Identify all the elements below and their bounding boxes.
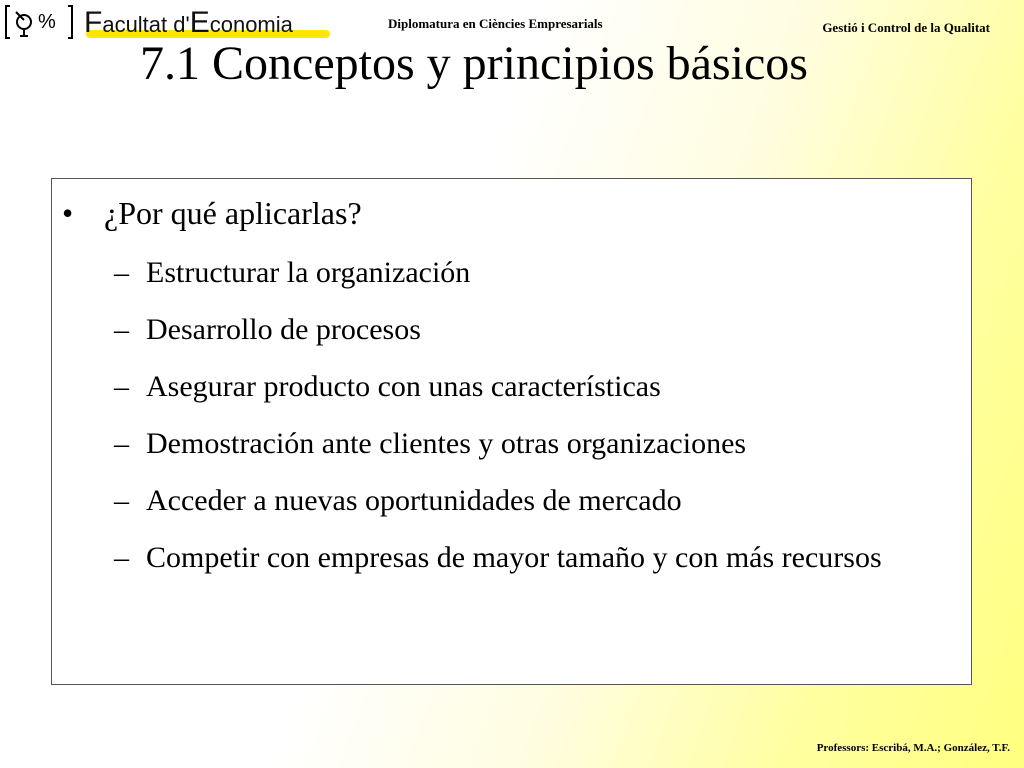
- main-bullet-text: ¿Por qué aplicarlas?: [104, 195, 362, 231]
- list-item: [114, 369, 964, 404]
- dash-marker: –: [114, 313, 129, 346]
- logo-initial-f: F: [84, 6, 103, 39]
- dash-marker: –: [114, 256, 129, 289]
- slide-title: 7.1 Conceptos y principios básicos: [140, 37, 808, 90]
- bullet-marker: •: [62, 195, 74, 231]
- list-item: [114, 483, 964, 518]
- list-item-text: Acceder a nuevas oportunidades de mercado: [146, 484, 682, 517]
- list-item-text: Asegurar producto con unas características: [146, 370, 661, 403]
- logo-symbol-icon: [2, 2, 78, 42]
- list-item: [114, 255, 964, 290]
- list-item-text: Desarrollo de procesos: [146, 313, 421, 346]
- footer-names: Escribá, M.A.; González, T.F.: [871, 742, 1010, 754]
- list-item-text: Demostración ante clientes y otras organizaciones: [146, 427, 747, 460]
- footer-label: Professors:: [816, 742, 870, 754]
- dash-marker: –: [114, 484, 129, 517]
- faculty-name-logo: [84, 6, 293, 39]
- svg-text:%: %: [38, 11, 56, 33]
- program-name: Diplomatura en Ciències Empresarials: [388, 16, 603, 31]
- sub-bullet-list: [114, 255, 964, 597]
- list-item-text: Competir con empresas de mayor tamaño y con más recursos: [146, 541, 882, 574]
- dash-marker: –: [114, 427, 129, 460]
- dash-marker: –: [114, 541, 129, 574]
- list-item-text: Estructurar la organización: [146, 256, 471, 289]
- logo-text-conomia: conomia: [209, 12, 293, 37]
- dash-marker: –: [114, 370, 129, 403]
- faculty-symbol-logo: [2, 2, 78, 42]
- footer-credits: [817, 742, 1010, 754]
- course-name: Gestió i Control de la Qualitat: [822, 20, 990, 35]
- logo-initial-e: E: [189, 6, 210, 39]
- logo-text-acultat: acultat d': [102, 12, 190, 37]
- content-box: [51, 178, 972, 685]
- list-item: [114, 540, 964, 575]
- list-item: [114, 426, 964, 461]
- list-item: [114, 312, 964, 347]
